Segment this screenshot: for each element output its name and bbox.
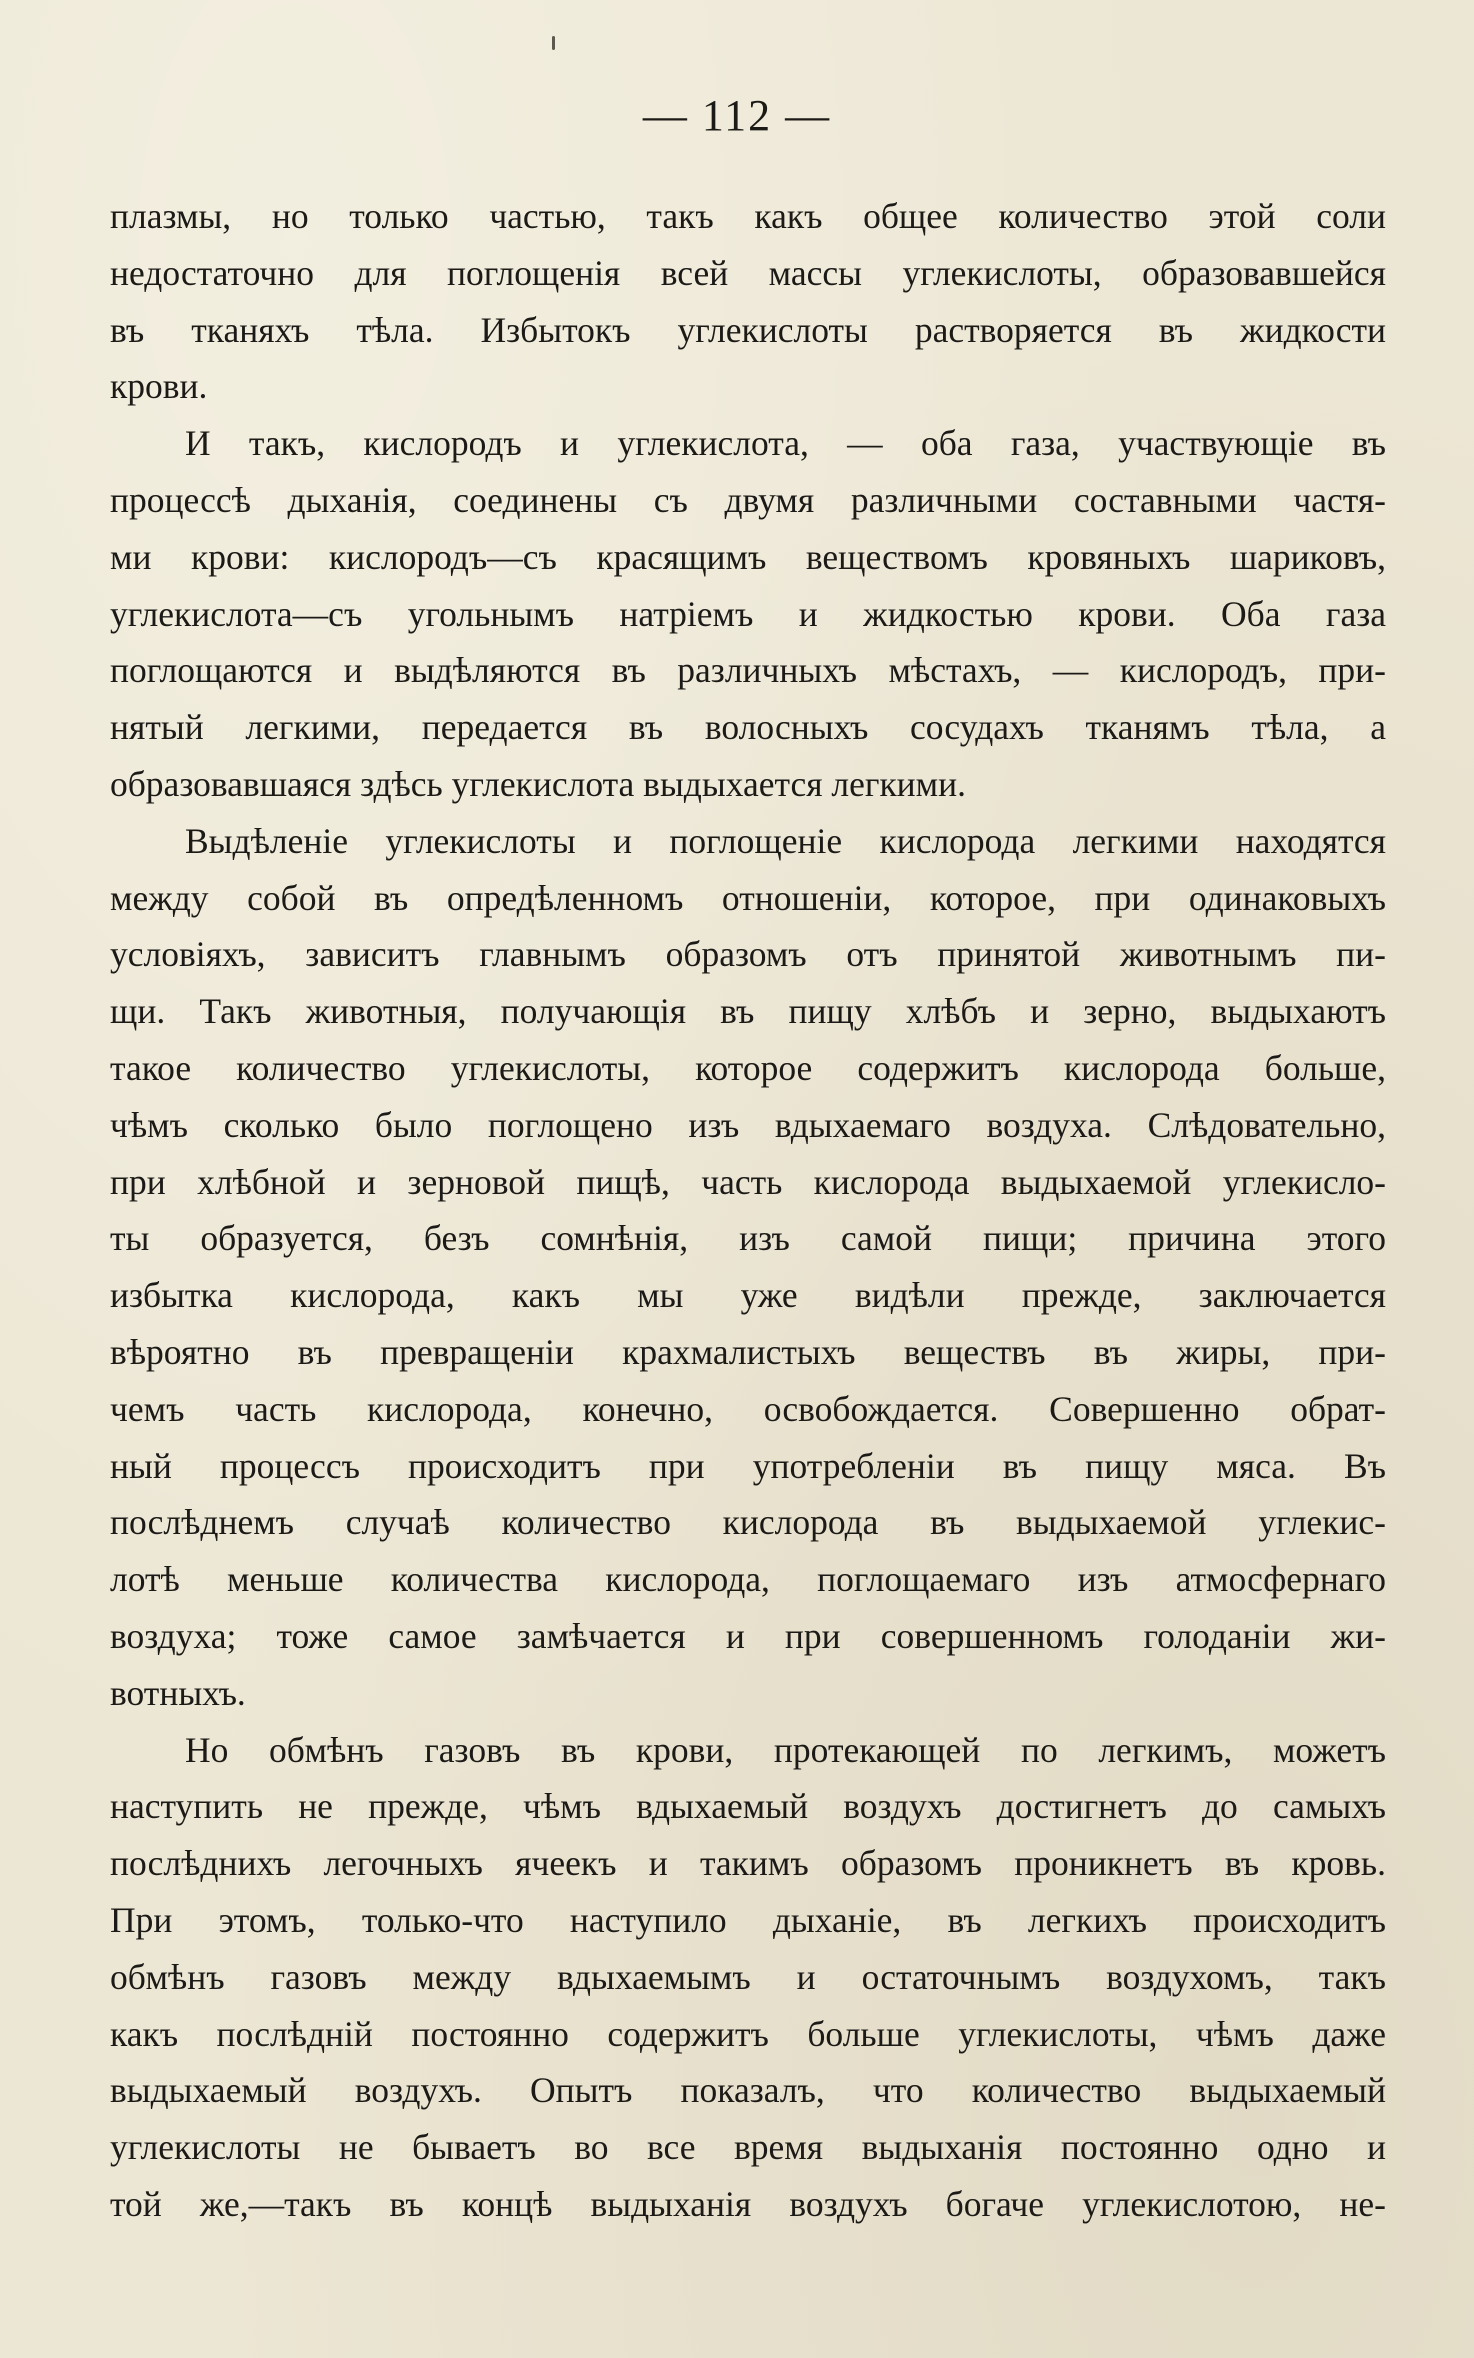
text-line: какъ послѣдній постоянно содержитъ больше углекислоты, чѣмъ даже (110, 2013, 1386, 2054)
text-line: плазмы, но только частью, такъ какъ общее количество этой соли (110, 196, 1386, 236)
text-line: лотѣ меньше количества кислорода, поглощаемаго изъ атмосфернаго (110, 1559, 1386, 1600)
paragraph-4 (110, 1722, 1386, 2233)
text-line: ты образуется, безъ сомнѣнія, изъ самой пищи; причина этого (110, 1218, 1386, 1259)
text-line: вѣроятно въ превращеніи крахмалистыхъ веществъ въ жиры, при- (110, 1331, 1386, 1372)
text-line: углекислоты не бываетъ во все время выдыханія постоянно одно и (110, 2127, 1386, 2168)
text-line: щи. Такъ животныя, получающія въ пищу хлѣбъ и зерно, выдыхаютъ (110, 991, 1386, 1032)
text-line: углекислота—съ угольнымъ натріемъ и жидкостью крови. Оба газа (110, 593, 1386, 634)
text-line: такое количество углекислоты, которое содержитъ кислорода больше, (110, 1047, 1386, 1088)
paragraph-3 (110, 813, 1386, 1722)
text-line: При этомъ, только-что наступило дыханіе, въ легкихъ происходитъ (110, 1899, 1386, 1940)
text-line: недостаточно для поглощенія всей массы углекислоты, образовавшейся (110, 252, 1386, 293)
text-line: чемъ часть кислорода, конечно, освобождается. Совершенно обрат- (110, 1388, 1386, 1429)
paragraph-1 (110, 188, 1386, 415)
text-line: процессѣ дыханія, соединены съ двумя различными составными частя- (110, 479, 1386, 520)
text-line: ми крови: кислородъ—съ красящимъ веществомъ кровяныхъ шариковъ, (110, 536, 1386, 577)
body-text (110, 188, 1386, 2233)
text-line: между собой въ опредѣленномъ отношеніи, которое, при одинаковыхъ (110, 877, 1386, 918)
text-line: въ тканяхъ тѣла. Избытокъ углекислоты растворяется въ жидкости (110, 309, 1386, 350)
text-line: вотныхъ. (110, 1672, 246, 1713)
paragraph-2 (110, 415, 1386, 813)
text-line: ный процессъ происходитъ при употребленіи въ пищу мяса. Въ (110, 1445, 1386, 1486)
text-line: избытка кислорода, какъ мы уже видѣли прежде, заключается (110, 1275, 1386, 1316)
text-line: условіяхъ, зависитъ главнымъ образомъ отъ принятой животнымъ пи- (110, 934, 1386, 975)
text-line: обмѣнъ газовъ между вдыхаемымъ и остаточнымъ воздухомъ, такъ (110, 1956, 1386, 1997)
text-line: воздуха; тоже самое замѣчается и при совершенномъ голоданіи жи- (110, 1615, 1386, 1656)
text-line: послѣднихъ легочныхъ ячеекъ и такимъ образомъ проникнетъ въ кровь. (110, 1843, 1386, 1884)
text-line: нятый легкими, передается въ волосныхъ сосудахъ тканямъ тѣла, а (110, 707, 1386, 748)
text-line: Но обмѣнъ газовъ въ крови, протекающей по легкимъ, можетъ (185, 1729, 1386, 1770)
text-line: образовавшаяся здѣсь углекислота выдыхается легкими. (110, 763, 967, 804)
text-line: выдыхаемый воздухъ. Опытъ показалъ, что количество выдыхаемый (110, 2070, 1386, 2111)
ink-speck (552, 36, 555, 50)
text-line: чѣмъ сколько было поглощено изъ вдыхаемаго воздуха. Слѣдовательно, (110, 1104, 1386, 1145)
text-line: при хлѣбной и зерновой пищѣ, часть кислорода выдыхаемой углекисло- (110, 1161, 1386, 1202)
text-line: И такъ, кислородъ и углекислота, — оба газа, участвующіе въ (185, 423, 1386, 464)
text-line: наступить не прежде, чѣмъ вдыхаемый воздухъ достигнетъ до самыхъ (110, 1786, 1386, 1827)
page-number: — 112 — (642, 91, 832, 140)
text-line: послѣднемъ случаѣ количество кислорода въ выдыхаемой углекис- (110, 1502, 1386, 1543)
text-line: крови. (110, 366, 208, 407)
text-line: поглощаются и выдѣляются въ различныхъ мѣстахъ, — кислородъ, при- (110, 650, 1386, 691)
text-line: той же,—такъ въ концѣ выдыханія воздухъ богаче углекислотою, не- (110, 2183, 1386, 2224)
text-line: Выдѣленіе углекислоты и поглощеніе кислорода легкими находятся (185, 820, 1386, 861)
